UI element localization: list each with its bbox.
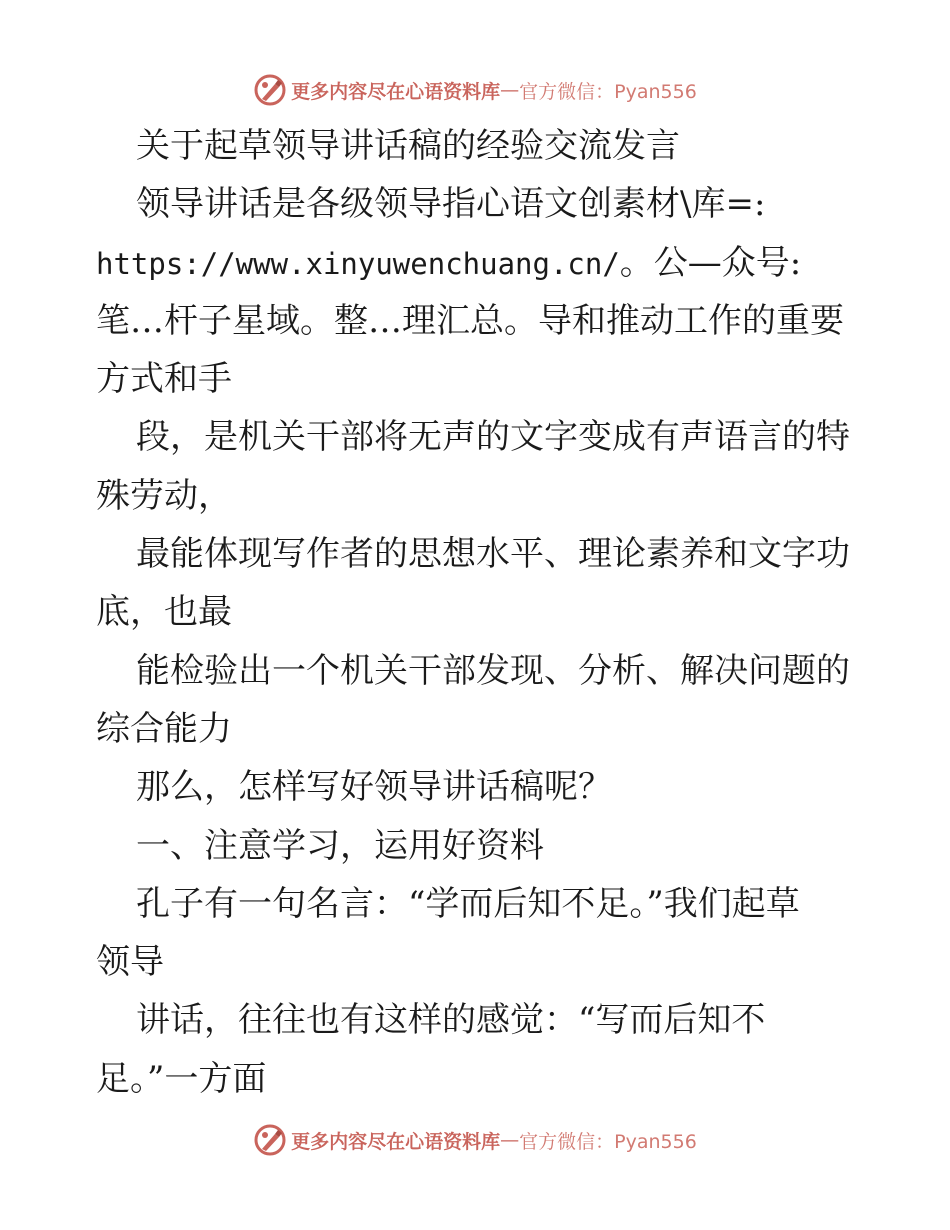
banner-separator: — xyxy=(500,79,520,101)
text-line-16: 足。”一方面 xyxy=(96,1058,267,1099)
banner-wechat-text: 官方微信：Pyan556 xyxy=(519,1130,697,1153)
text-line-14: 领导 xyxy=(96,942,164,983)
text-line-10: 综合能力 xyxy=(96,708,232,749)
banner-brand-text: 更多内容尽在心语资料库 xyxy=(291,1130,501,1153)
pen-logo-icon xyxy=(253,73,287,107)
document-body xyxy=(96,117,856,1108)
text-line-15: 讲话，往往也有这样的感觉：“写而后知不 xyxy=(136,1000,766,1041)
text-line-2 xyxy=(96,234,856,292)
text-line-11: 那么，怎样写好领导讲话稿呢？ xyxy=(136,767,612,808)
text-line-4: 方式和手 xyxy=(96,359,232,400)
banner-brand-text: 更多内容尽在心语资料库 xyxy=(291,80,501,103)
footer-banner xyxy=(0,1120,950,1160)
text-line-6: 殊劳动， xyxy=(96,475,232,516)
document-title: 关于起草领导讲话稿的经验交流发言 xyxy=(136,126,680,166)
text-line-8: 底，也最 xyxy=(96,592,232,633)
url-text: https://www.xinyuwenchuang.cn/ xyxy=(96,246,620,281)
pen-logo-icon xyxy=(253,1123,287,1157)
header-banner xyxy=(0,70,950,110)
text-line-5: 段，是机关干部将无声的文字变成有声语言的特 xyxy=(136,417,850,458)
url-tail-text: 。公—众号: xyxy=(619,242,802,283)
text-line-13: 孔子有一句名言：“学而后知不足。”我们起草 xyxy=(136,883,800,924)
banner-separator: — xyxy=(500,1129,520,1151)
banner-wechat-text: 官方微信：Pyan556 xyxy=(519,80,697,103)
text-line-3: 笔…杆子星域。整…理汇总。导和推动工作的重要 xyxy=(96,300,844,341)
text-line-7: 最能体现写作者的思想水平、理论素养和文字功 xyxy=(136,534,850,575)
text-line-9: 能检验出一个机关干部发现、分析、解决问题的 xyxy=(136,650,850,691)
text-line-1: 领导讲话是各级领导指心语文创素材\库=: xyxy=(136,184,766,225)
section-heading-1: 一、注意学习，运用好资料 xyxy=(136,825,544,866)
